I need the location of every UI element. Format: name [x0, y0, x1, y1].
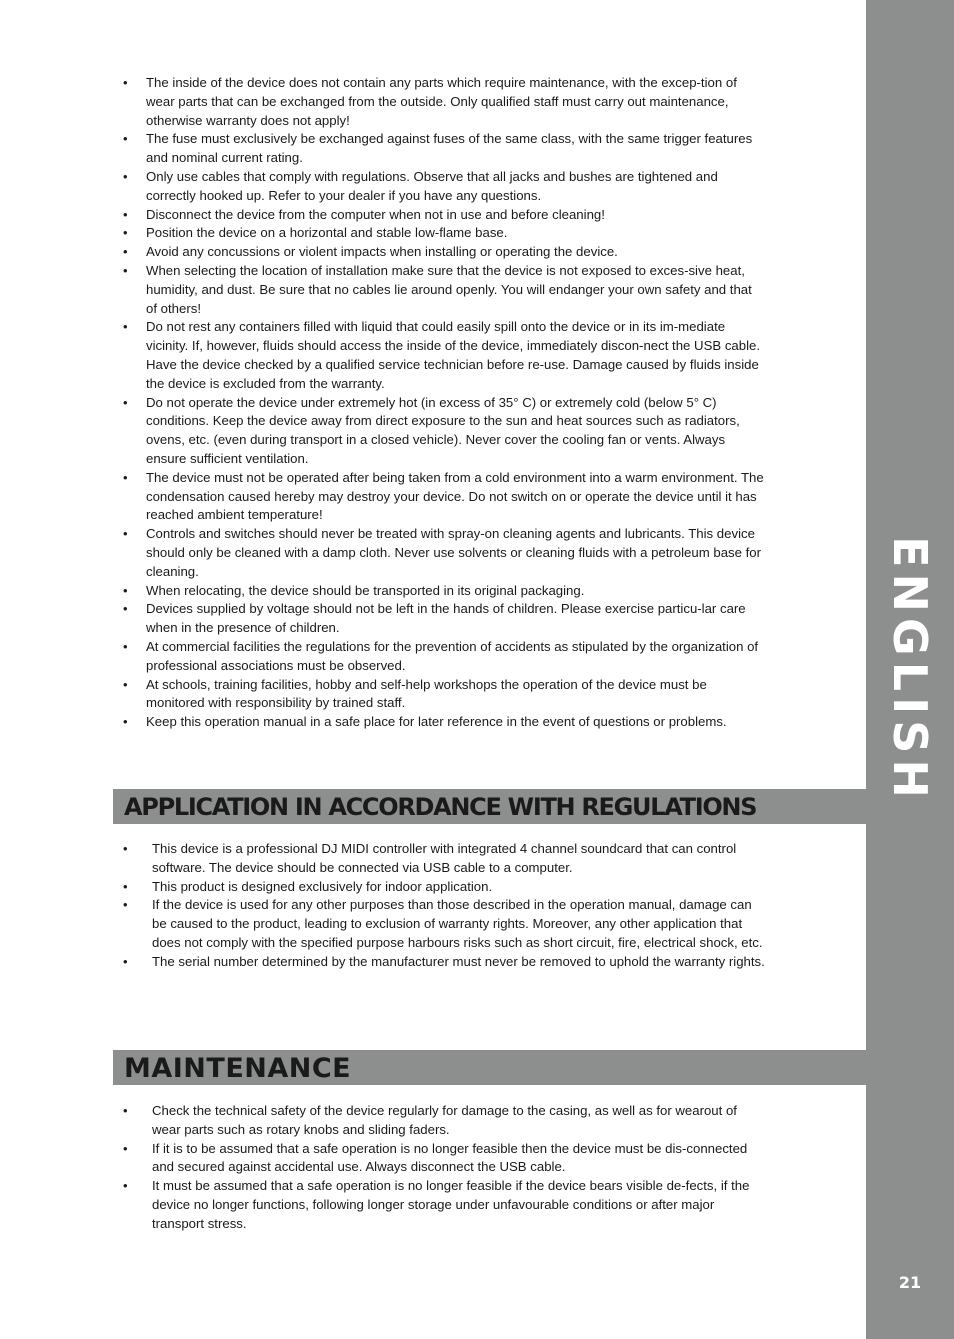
list-item: • At commercial facilities the regulations for the prevention of accidents as stipulated by the organization of professional associations must be observed. [146, 638, 766, 676]
list-item: • It must be assumed that a safe operation is no longer feasible if the device bears visible de-fects, if the device no longer functions, following longer storage under unfavourable conditions or after major transport stress. [152, 1177, 768, 1233]
list-item: • When selecting the location of installation make sure that the device is not exposed to exces-sive heat, humidity, and dust. Be sure that no cables lie around openly. You will endanger your own safety and that of others! [146, 262, 766, 318]
list-item: • At schools, training facilities, hobby and self-help workshops the operation of the device must be monitored with responsibility by trained staff. [146, 676, 766, 714]
list-item: • This product is designed exclusively for indoor application. [152, 878, 768, 897]
maintenance-list [152, 1102, 768, 1234]
language-title: ENGLISH [883, 536, 937, 804]
list-item: • Keep this operation manual in a safe place for later reference in the event of questions or problems. [146, 713, 766, 732]
list-item: • The inside of the device does not contain any parts which require maintenance, with the excep-tion of wear parts that can be exchanged from the outside. Only qualified staff must carry out maintenance, otherwise warranty does not apply! [146, 74, 766, 130]
list-item: • Devices supplied by voltage should not be left in the hands of children. Please exercise particu-lar care when in the presence of children. [146, 600, 766, 638]
list-item: • If it is to be assumed that a safe operation is no longer feasible then the device must be dis-connected and secured against accidental use. Always disconnect the USB cable. [152, 1140, 768, 1178]
application-list [152, 840, 768, 972]
list-item: • The device must not be operated after being taken from a cold environment into a warm environment. The condensation caused hereby may destroy your device. Do not switch on or operate the device until it has reached ambient temperature! [146, 469, 766, 525]
page-number: 21 [898, 1273, 922, 1292]
application-section-header [113, 789, 866, 824]
list-item: • Only use cables that comply with regulations. Observe that all jacks and bushes are tightened and correctly hooked up. Refer to your dealer if you have any questions. [146, 168, 766, 206]
list-item: • When relocating, the device should be transported in its original packaging. [146, 582, 766, 601]
list-item: • The fuse must exclusively be exchanged against fuses of the same class, with the same trigger features and nominal current rating. [146, 130, 766, 168]
safety-instructions-list [146, 74, 766, 732]
application-section-title: APPLICATION IN ACCORDANCE WITH REGULATIONS [124, 793, 757, 821]
list-item: • The serial number determined by the manufacturer must never be removed to uphold the warranty rights. [152, 953, 768, 972]
list-item: • Do not operate the device under extremely hot (in excess of 35° C) or extremely cold (below 5° C) conditions. Keep the device away from direct exposure to the sun and heat sources such as radiators, ovens, etc. (even during transport in a closed vehicle). Never cover the cooling fan or vents. Always ensure sufficient ventilation. [146, 394, 766, 469]
list-item: • If the device is used for any other purposes than those described in the operation manual, damage can be caused to the product, leading to exclusion of warranty rights. Moreover, any other application that does not comply with the specified purpose harbours risks such as short circuit, fire, electrical shock, etc. [152, 896, 768, 952]
list-item: • Avoid any concussions or violent impacts when installing or operating the device. [146, 243, 766, 262]
list-item: • Check the technical safety of the device regularly for damage to the casing, as well as for wearout of wear parts such as rotary knobs and sliding faders. [152, 1102, 768, 1140]
list-item: • Controls and switches should never be treated with spray-on cleaning agents and lubricants. This device should only be cleaned with a damp cloth. Never use solvents or cleaning fluids with a petroleum base for cleaning. [146, 525, 766, 581]
language-side-tab [866, 0, 954, 1339]
list-item: • Position the device on a horizontal and stable low-flame base. [146, 224, 766, 243]
maintenance-section-title: MAINTENANCE [124, 1053, 352, 1084]
list-item: • This device is a professional DJ MIDI controller with integrated 4 channel soundcard that can control software. The device should be connected via USB cable to a computer. [152, 840, 768, 878]
maintenance-section-header [113, 1050, 866, 1085]
list-item: • Disconnect the device from the computer when not in use and before cleaning! [146, 206, 766, 225]
list-item: • Do not rest any containers filled with liquid that could easily spill onto the device or in its im-mediate vicinity. If, however, fluids should access the inside of the device, immediately discon-nect the USB cable. Have the device checked by a qualified service technician before re-use. Damage caused by fluids inside the device is excluded from the warranty. [146, 318, 766, 393]
